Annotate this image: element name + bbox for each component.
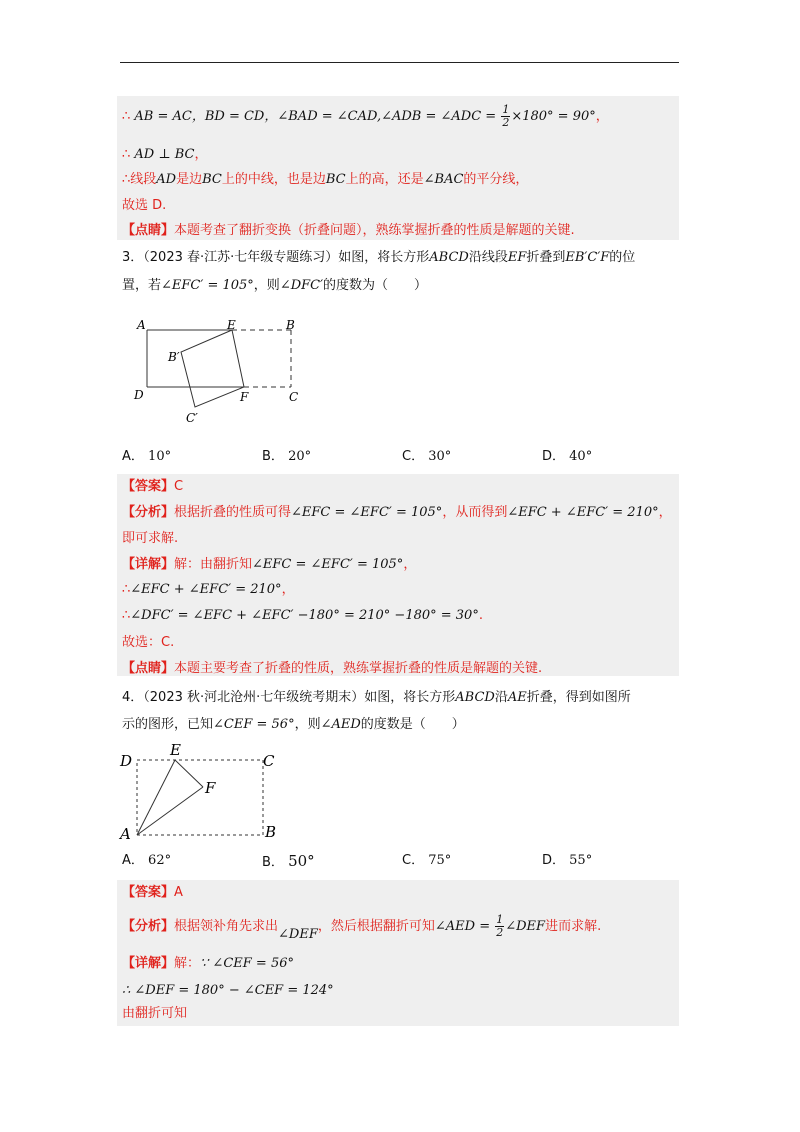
q4-detail-2: ∴ ∠DEF = 180° − ∠CEF = 124° [122, 983, 334, 998]
q3-label-E: E [227, 318, 236, 332]
q4-edge-AE [137, 760, 175, 835]
q3-label-F: F [240, 390, 249, 404]
sol2-line-2: ∴ AD ⊥ BC， [122, 147, 208, 162]
q4-detail: 【详解】解：∵ ∠CEF = 56° [122, 956, 294, 971]
q4-label-B: B [265, 823, 277, 841]
solution-block-q4 [117, 880, 679, 1026]
q4-edge-FA [137, 787, 203, 835]
q3-choose: 故选：C. [122, 635, 175, 650]
q3-figure [125, 312, 315, 432]
q3-label-C: C [289, 390, 299, 404]
q3-detail: 【详解】解：由翻折知∠EFC = ∠EFC′ = 105°， [122, 557, 417, 572]
q4-answer: 【答案】A [122, 885, 183, 900]
q4-edge-EF [175, 760, 203, 787]
q3-detail-2: ∴∠EFC + ∠EFC′ = 210°， [122, 582, 295, 597]
q4-label-C: C [263, 752, 275, 770]
q4-label-D: D [120, 752, 133, 770]
q4-label-F: F [205, 779, 216, 797]
q3-option-a[interactable]: A． 10° [122, 449, 172, 464]
q4-label-A: A [120, 825, 131, 843]
q3-label-D: D [134, 388, 144, 402]
q3-label-Cprime: C′ [186, 411, 198, 425]
q3-label-B: B [286, 318, 295, 332]
q3-folded-quad [181, 330, 244, 407]
fraction: $\frac{1}{2}$ [502, 103, 510, 129]
q3-stem-line-1: 3．（2023 春·江苏·七年级专题练习）如图，将长方形ABCD沿线段EF折叠到EB′C′F的位 [122, 250, 636, 265]
q3-analysis: 【分析】根据折叠的性质可得∠EFC = ∠EFC′ = 105°，从而得到∠EFC + ∠EFC′ = 210°， [122, 505, 672, 520]
sol2-line-3: ∴线段AD是边BC上的中线，也是边BC上的高，还是∠BAC的平分线， [122, 172, 529, 187]
q3-label-A: A [137, 318, 146, 332]
q4-stem-line-2: 示的图形，已知∠CEF = 56°，则∠AED的度数是（ ） [122, 717, 465, 732]
q4-analysis: 【分析】根据领补角先求出∠DEF，然后根据翻折可知∠AED = $\frac{1}{2}$ ∠DEF进而求解. [122, 913, 602, 942]
q3-label-Bprime: B′ [168, 350, 180, 364]
q3-option-d[interactable]: D． 40° [542, 449, 593, 464]
sol2-line-1: ∴ AB = AC，BD = CD，∠BAD = ∠CAD,∠ADB = ∠ADC = $\frac{1}{2}$ ×180° = 90°， [122, 103, 609, 129]
q3-note: 【点睛】本题主要考查了折叠的性质，熟练掌握折叠的性质是解题的关键. [122, 661, 543, 676]
q4-option-d[interactable]: D． 55° [542, 853, 593, 868]
q4-option-a[interactable]: A． 62° [122, 853, 172, 868]
q4-option-b[interactable]: B． 50° [262, 852, 315, 870]
q4-label-E: E [170, 741, 181, 759]
fraction: $\frac{1}{2}$ [496, 913, 504, 939]
q3-option-c[interactable]: C． 30° [402, 449, 452, 464]
q4-option-c[interactable]: C． 75° [402, 853, 452, 868]
q3-answer: 【答案】C [122, 479, 184, 494]
q4-figure [115, 740, 295, 845]
header-rule [120, 62, 679, 63]
sol2-note: 【点睛】本题考查了翻折变换（折叠问题），熟练掌握折叠的性质是解题的关键. [122, 223, 575, 238]
q4-detail-3: 由翻折可知 [122, 1006, 188, 1021]
q4-stem-line-1: 4．（2023 秋·河北沧州·七年级统考期末）如图，将长方形ABCD沿AE折叠，得到如图所 [122, 690, 631, 705]
sol2-line-4: 故选 D. [122, 198, 167, 213]
q3-stem-line-2: 置，若∠EFC′ = 105°，则∠DFC′的度数为（ ） [122, 278, 428, 293]
q3-option-b[interactable]: B． 20° [262, 449, 312, 464]
q3-analysis-2: 即可求解. [122, 531, 179, 546]
q3-detail-3: ∴∠DFC′ = ∠EFC + ∠EFC′ −180° = 210° −180° = 30°. [122, 608, 483, 623]
